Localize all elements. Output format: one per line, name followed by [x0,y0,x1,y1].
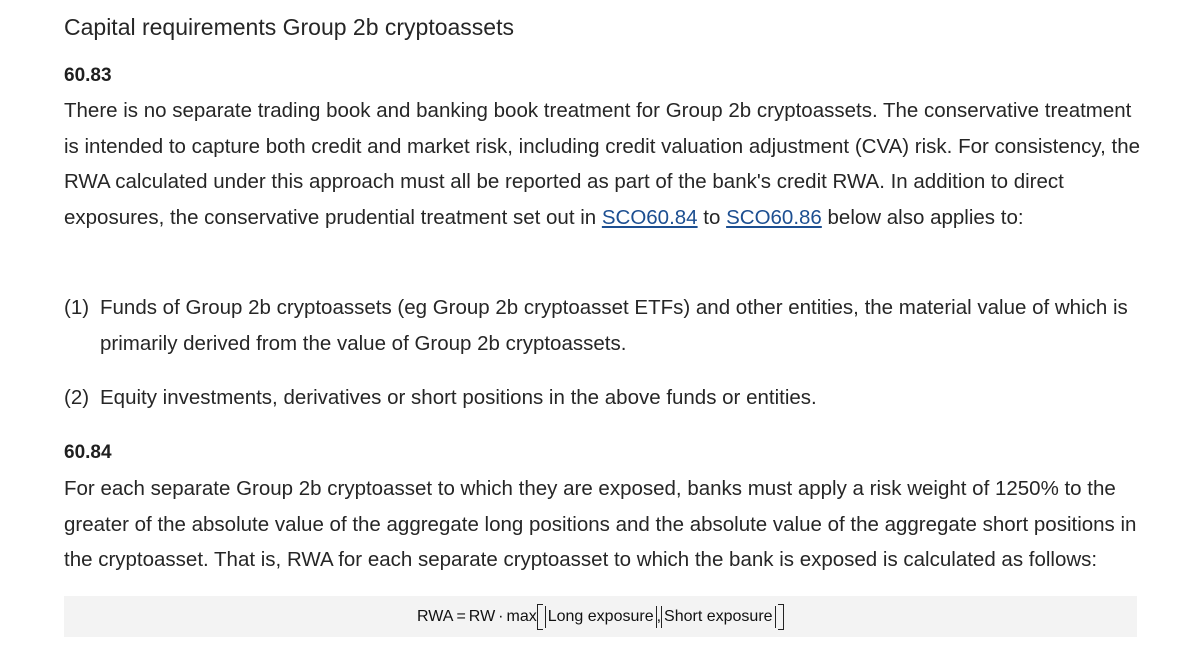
left-bracket-icon [537,604,543,630]
formula-box [64,596,1137,637]
link-sco60-84[interactable]: SCO60.84 [601,205,698,229]
formula-equals: = [456,608,466,625]
list-item [64,380,1140,416]
link-sco60-86[interactable]: SCO60.86 [726,205,822,229]
formula-short-exposure: Short exposure [661,606,776,628]
paragraph-text-segment: to [697,205,727,229]
formula-lhs: RWA [417,608,454,625]
paragraph-60-84-text: For each separate Group 2b cryptoasset to which they are exposed, banks must apply a risk weight of 1250% to the greater of the absolute value of the aggregate long positions and the absolute value of the aggregate short positions in the cryptoasset. That is, RWA for each separate cryptoasset to which the bank is exposed is calculated as follows: [64,477,1137,571]
rwa-formula [417,602,784,632]
paragraph-60-83-text [64,93,1140,235]
list-item-text: Equity investments, derivatives or short positions in the above funds or entities. [100,386,817,409]
list-item [64,290,1140,361]
formula-max: max [506,608,537,625]
section-title: Capital requirements Group 2b cryptoassets [64,14,514,40]
paragraph-number-60-84: 60.84 [64,442,112,463]
list-marker: (1) [64,296,90,319]
paragraph-text-segment: below also applies to: [821,205,1024,229]
paragraph-text-segment: There is no separate trading book and banking book treatment for Group 2b cryptoassets. The conservative treatment is intended to capture both credit and market risk, including credit valuation adjustment (CVA) risk. For consistency, the RWA calculated under this approach must all be reported as part of the bank's credit RWA. In addition to direct exposures, the conservative prudential treatment set out in [64,99,1140,229]
right-bracket-icon [778,604,784,630]
formula-rw: RW [468,608,496,625]
list-item-text: Funds of Group 2b cryptoassets (eg Group 2b cryptoasset ETFs) and other entities, the material value of which is primarily derived from the value of Group 2b cryptoassets. [100,296,1128,355]
formula-dot: · [498,608,504,625]
paragraph-number-60-83: 60.83 [64,65,112,86]
formula-long-exposure: Long exposure [545,606,657,628]
formula-comma: , [656,608,662,625]
list-marker: (2) [64,386,90,409]
